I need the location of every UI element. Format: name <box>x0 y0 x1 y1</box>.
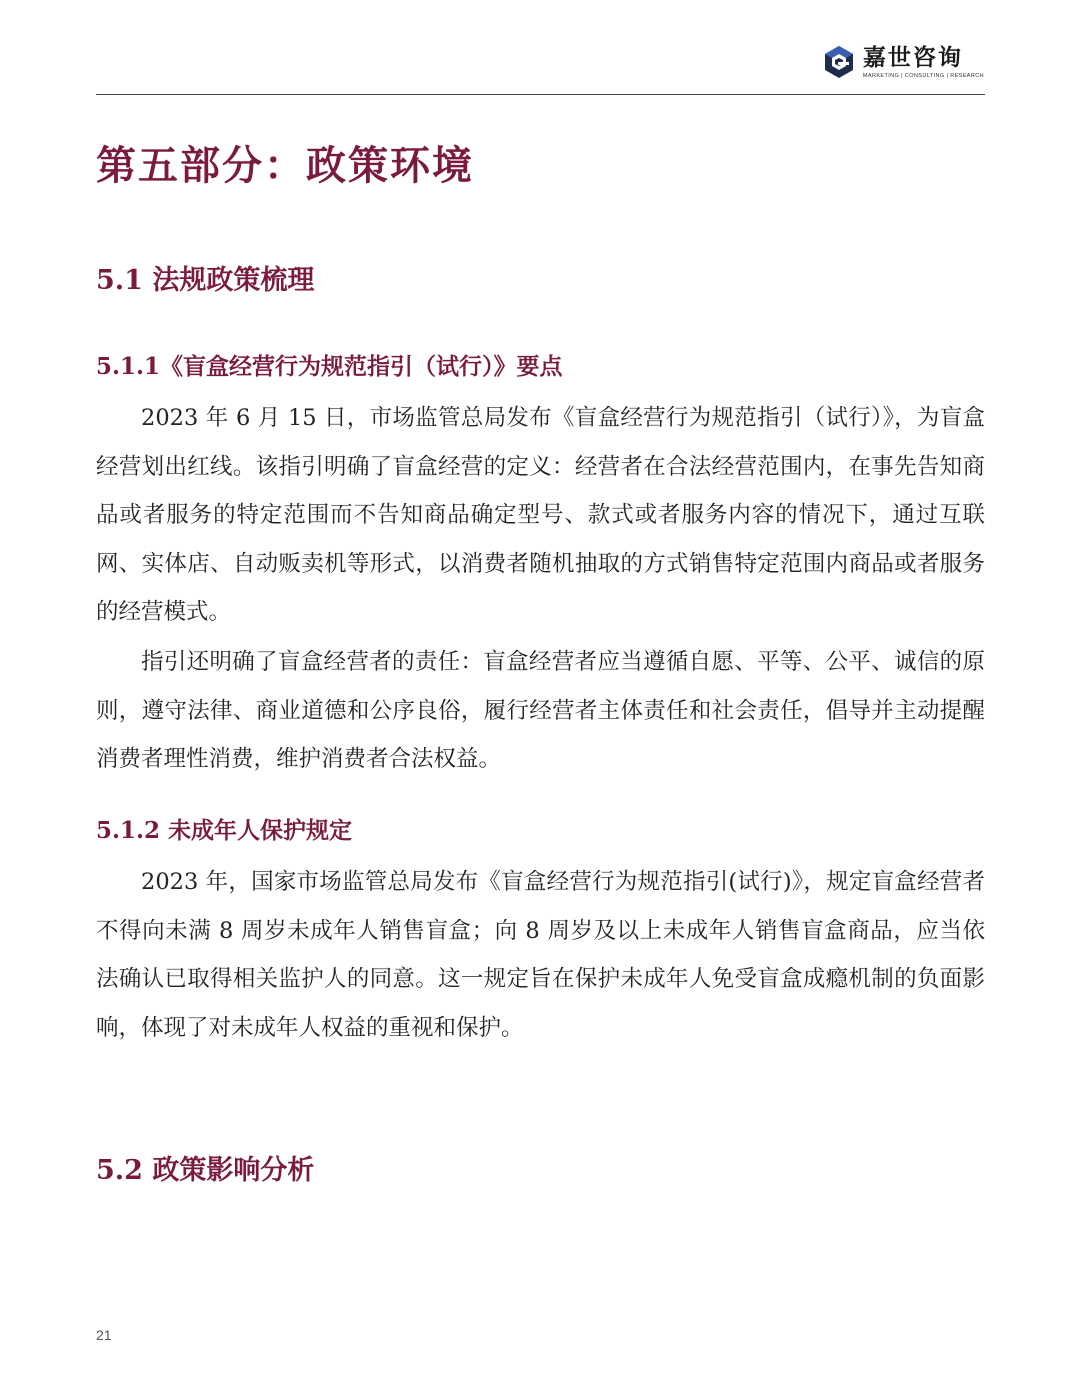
jiashi-logo-icon <box>823 45 855 79</box>
company-logo <box>823 44 984 80</box>
page-number: 21 <box>96 1327 112 1343</box>
paragraph-5-1-1-2: 指引还明确了盲盒经营者的责任：盲盒经营者应当遵循自愿、平等、公平、诚信的原则，遵守法律、商业道德和公序良俗，履行经营者主体责任和社会责任，倡导并主动提醒消费者理性消费，维护消费者合法权益。 <box>96 649 985 773</box>
paragraph-5-1-1-1: 2023 年 6 月 15 日，市场监管总局发布《盲盒经营行为规范指引（试行）》，为盲盒经营划出红线。该指引明确了盲盒经营的定义：经营者在合法经营范围内，在事先告知商品或者服务的特定范围而不告知商品确定型号、款式或者服务内容的情况下，通过互联网、实体店、自动贩卖机等形式，以消费者随机抽取的方式销售特定范围内商品或者服务的经营模式。 <box>96 405 985 626</box>
paragraph-5-1-2-1: 2023 年，国家市场监管总局发布《盲盒经营行为规范指引(试行)》，规定盲盒经营者不得向未满 8 周岁未成年人销售盲盒；向 8 周岁及以上未成年人销售盲盒商品，应当依法确认已取得相关监护人的同意。这一规定旨在保护未成年人免受盲盒成瘾机制的负面影响，体现了对未成年人权益的重视和保护。 <box>96 869 985 1041</box>
subsection-heading-5-1-2: 5.1.2 未成年人保护规定 <box>96 817 353 844</box>
header-divider <box>96 94 985 95</box>
subsection-heading-5-1-1: 5.1.1《盲盒经营行为规范指引（试行）》要点 <box>96 353 563 380</box>
section-heading-5-1: 5.1 法规政策梳理 <box>96 265 315 296</box>
part-title: 第五部分：政策环境 <box>96 142 474 189</box>
section-heading-5-2: 5.2 政策影响分析 <box>96 1155 315 1186</box>
logo-name: 嘉世咨询 <box>862 45 963 71</box>
logo-tagline: MARKETING | CONSULTING | RESEARCH <box>862 73 984 79</box>
